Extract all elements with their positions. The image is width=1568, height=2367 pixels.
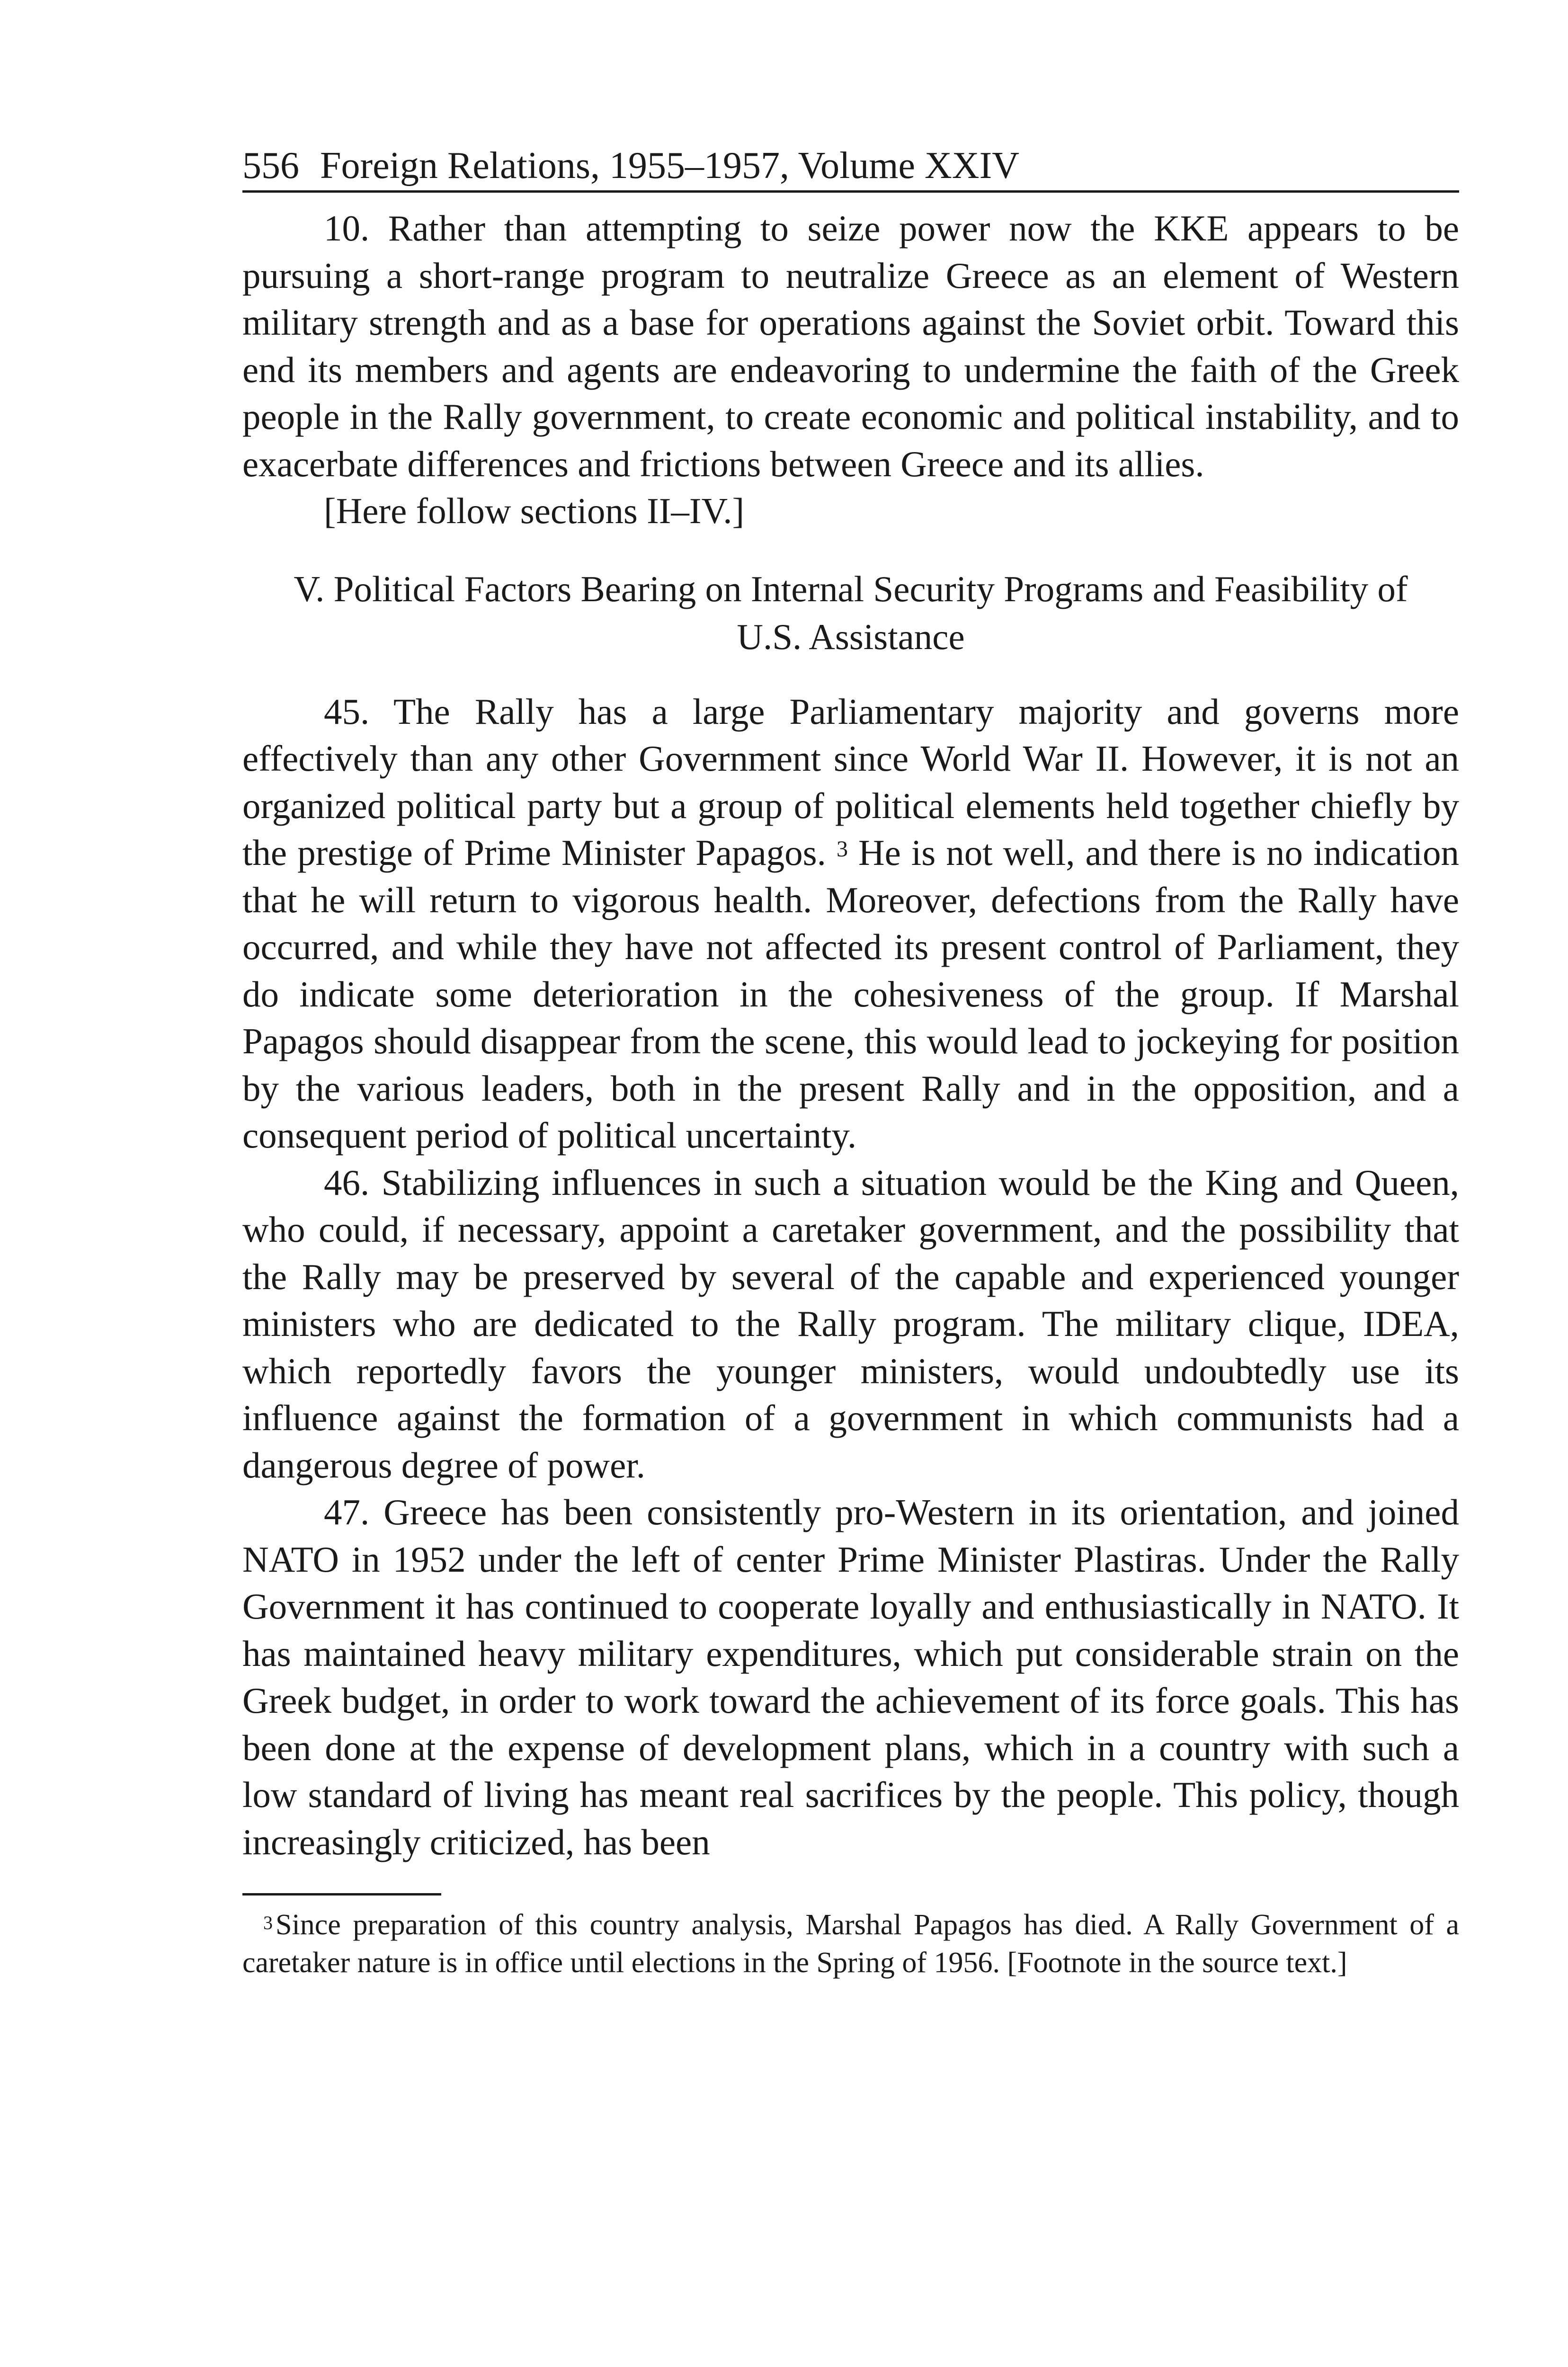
paragraph-45-part-2: He is not well, and there is no indication that he will return to vigorous health. Moreover, defections from the Rally have occurred, and while they have not affected its present control of Parliament, they do indicate some deterioration in the cohesiveness of the group. If Marshal Papagos should disappear from the scene, this would lead to jockeying for position by the various leaders, both in the present Rally and in the opposition, and a consequent period of political uncertainty. bbox=[242, 832, 1460, 1156]
running-title: Foreign Relations, 1955–1957, Volume XXIV bbox=[320, 145, 1019, 187]
paragraph-47: 47. Greece has been consistently pro-Western in its orientation, and joined NATO in 1952 under the left of center Prime Minister Plastiras. Under the Rally Government it has continued to cooperate loyally and enthusiastically in NATO. It has maintained heavy military expenditures, which put considerable strain on the Greek budget, in order to work toward the achievement of its force goals. This has been done at the expense of development plans, which in a country with such a low standard of living has meant real sacrifices by the people. This policy, though increasingly criticized, has been bbox=[242, 1492, 1459, 1862]
running-head bbox=[242, 142, 1459, 193]
footnote-number: 3 bbox=[263, 1912, 273, 1933]
paragraph-10: 10. Rather than attempting to seize power now the KKE appears to be pursuing a short-range program to neutralize Greece as an element of Western military strength and as a base for operations against the Soviet orbit. Toward this end its members and agents are endeavoring to undermine the faith of the Greek people in the Rally government, to create economic and political instability, and to exacerbate differences and frictions between Greece and its allies. bbox=[242, 208, 1459, 484]
paragraph-46: 46. Stabilizing influences in such a situation would be the King and Queen, who could, if necessary, appoint a caretaker government, and the possibility that the Rally may be preserved by several of the capable and experienced younger ministers who are dedicated to the Rally program. The military clique, IDEA, which reportedly favors the younger ministers, would undoubtedly use its influence against the formation of a government in which communists had a dangerous degree of power. bbox=[242, 1162, 1459, 1486]
page-number: 556 bbox=[242, 145, 299, 187]
footnote-text: Since preparation of this country analysis, Marshal Papagos has died. A Rally Government of a caretaker nature is in office until elections in the Spring of 1956. [Footnote in the source text.] bbox=[242, 1909, 1459, 1979]
footnote-reference: 3 bbox=[836, 836, 848, 862]
editorial-note: [Here follow sections II–IV.] bbox=[324, 490, 745, 531]
document-page bbox=[242, 142, 1459, 1982]
footnote-divider bbox=[242, 1893, 441, 1895]
section-heading: V. Political Factors Bearing on Internal Security Programs and Feasibility of U.S. Assistance bbox=[294, 568, 1408, 657]
paragraph-45 bbox=[242, 688, 1459, 1159]
body-text bbox=[242, 205, 1459, 1982]
paragraph-45-part-1: 45. The Rally has a large Parliamentary majority and governs more effectively than any other Government since World War II. However, it is not an organized political party but a group of political elements held together chiefly by the prestige of Prime Minister Papagos. bbox=[242, 691, 1459, 873]
footnote bbox=[242, 1906, 1459, 1982]
